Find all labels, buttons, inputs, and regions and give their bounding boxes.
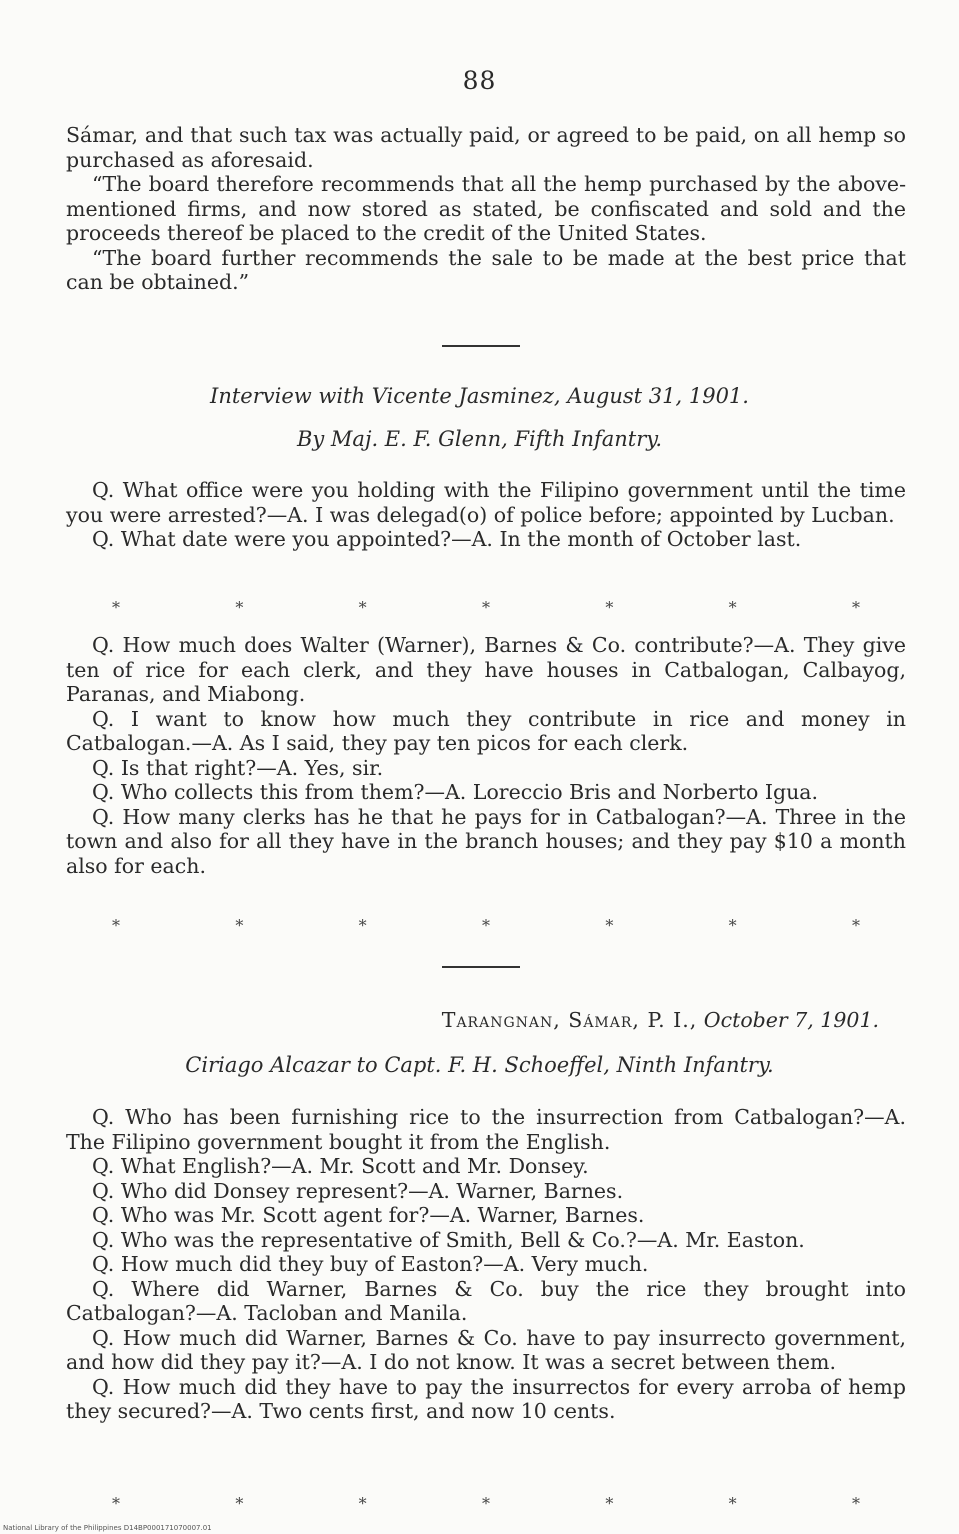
qa-paragraph: Q. How much does Walter (Warner), Barnes & Co. contribute?—A. They give ten of rice for each clerk, and they have houses in Catbalogan, Calbayog, Paranas, and Miabong. — [66, 633, 906, 706]
paragraph: Sámar, and that such tax was actually paid, or agreed to be paid, on all hemp so purchased as aforesaid. — [66, 123, 906, 172]
qa-paragraph: Q. How much did they have to pay the insurrectos for every arroba of hemp they secured?—A. Two cents first, and now 10 cents. — [66, 1374, 906, 1423]
qa-paragraph: Q. Who was the representative of Smith, Bell & Co.?—A. Mr. Easton. — [92, 1227, 805, 1252]
star: * — [112, 1494, 120, 1513]
star: * — [605, 1494, 614, 1513]
star: * — [358, 1494, 367, 1513]
star: * — [112, 598, 120, 617]
qa-paragraph: Q. I want to know how much they contribute in rice and money in Catbalogan.—A. As I said, they pay ten picos for each clerk. — [66, 706, 906, 755]
star: * — [728, 916, 737, 935]
qa-paragraph: Q. Where did Warner, Barnes & Co. buy the rice they brought into Catbalogan?—A. Tacloban and Manila. — [66, 1276, 906, 1325]
qa-paragraph: Q. What date were you appointed?—A. In the month of October last. — [92, 527, 802, 551]
ellipsis-stars — [112, 598, 860, 617]
interview-text-b — [66, 633, 906, 878]
qa-paragraph: Q. Is that right?—A. Yes, sir. — [92, 755, 384, 780]
star: * — [481, 916, 490, 935]
star: * — [481, 1494, 490, 1513]
qa-paragraph: Q. How many clerks has he that he pays for in Catbalogan?—A. Three in the town and also for all they have in the branch houses; and they pay $10 a month also for each. — [66, 804, 906, 878]
dateline-place: Tarangnan, Sámar, P. I., — [441, 1008, 698, 1032]
interview-title: Ciriago Alcazar to Capt. F. H. Schoeffel, Ninth Infantry. — [185, 1053, 774, 1077]
ellipsis-stars — [112, 1494, 860, 1513]
qa-paragraph: Q. Who did Donsey represent?—A. Warner, Barnes. — [92, 1178, 624, 1203]
section-continued-text — [66, 123, 906, 295]
star: * — [605, 598, 614, 617]
interview-byline: By Maj. E. F. Glenn, Fifth Infantry. — [296, 427, 663, 451]
qa-paragraph: Q. How much did they buy of Easton?—A. Very much. — [92, 1252, 649, 1276]
paragraph: “The board further recommends the sale to be made at the best price that can be obtained.” — [66, 245, 906, 294]
star: * — [481, 598, 490, 617]
star: * — [728, 598, 737, 617]
page-number: 88 — [462, 66, 497, 95]
star: * — [851, 916, 860, 935]
dateline — [442, 1008, 879, 1032]
section-divider — [442, 966, 520, 968]
star: * — [235, 916, 244, 935]
interview-title: Interview with Vicente Jasminez, August 31, 1901. — [210, 384, 749, 408]
qa-paragraph: Q. How much did Warner, Barnes & Co. have to pay insurrecto government, and how did they pay it?—A. I do not know. It was a secret between them. — [66, 1325, 906, 1374]
qa-paragraph: Q. What English?—A. Mr. Scott and Mr. Donsey. — [92, 1154, 589, 1178]
star: * — [851, 598, 860, 617]
interview-text-a — [66, 478, 906, 552]
star: * — [235, 1494, 244, 1513]
star: * — [851, 1494, 860, 1513]
star: * — [358, 598, 367, 617]
section-divider — [442, 345, 520, 347]
qa-paragraph: Q. Who collects this from them?—A. Loreccio Bris and Norberto Igua. — [92, 780, 819, 804]
star: * — [112, 916, 120, 935]
interview-text — [66, 1105, 906, 1424]
star: * — [235, 598, 244, 617]
ellipsis-stars — [112, 916, 860, 935]
qa-paragraph: Q. What office were you holding with the Filipino government until the time you were arrested?—A. I was delegad(o) of police before; appointed by Lucban. — [66, 478, 906, 527]
star: * — [605, 916, 614, 935]
qa-paragraph: Q. Who has been furnishing rice to the insurrection from Catbalogan?—A. The Filipino government bought it from the English. — [66, 1105, 906, 1154]
dateline-date: October 7, 1901. — [703, 1008, 879, 1032]
paragraph: “The board therefore recommends that all the hemp purchased by the above-mentioned firms, and now stored as stated, be confiscated and sold and the proceeds thereof be placed to the credit of the United States. — [66, 172, 906, 245]
scan-footer: National Library of the Philippines D14BP000171070007.01 — [3, 1524, 212, 1532]
star: * — [728, 1494, 737, 1513]
qa-paragraph: Q. Who was Mr. Scott agent for?—A. Warner, Barnes. — [92, 1203, 645, 1227]
star: * — [358, 916, 367, 935]
